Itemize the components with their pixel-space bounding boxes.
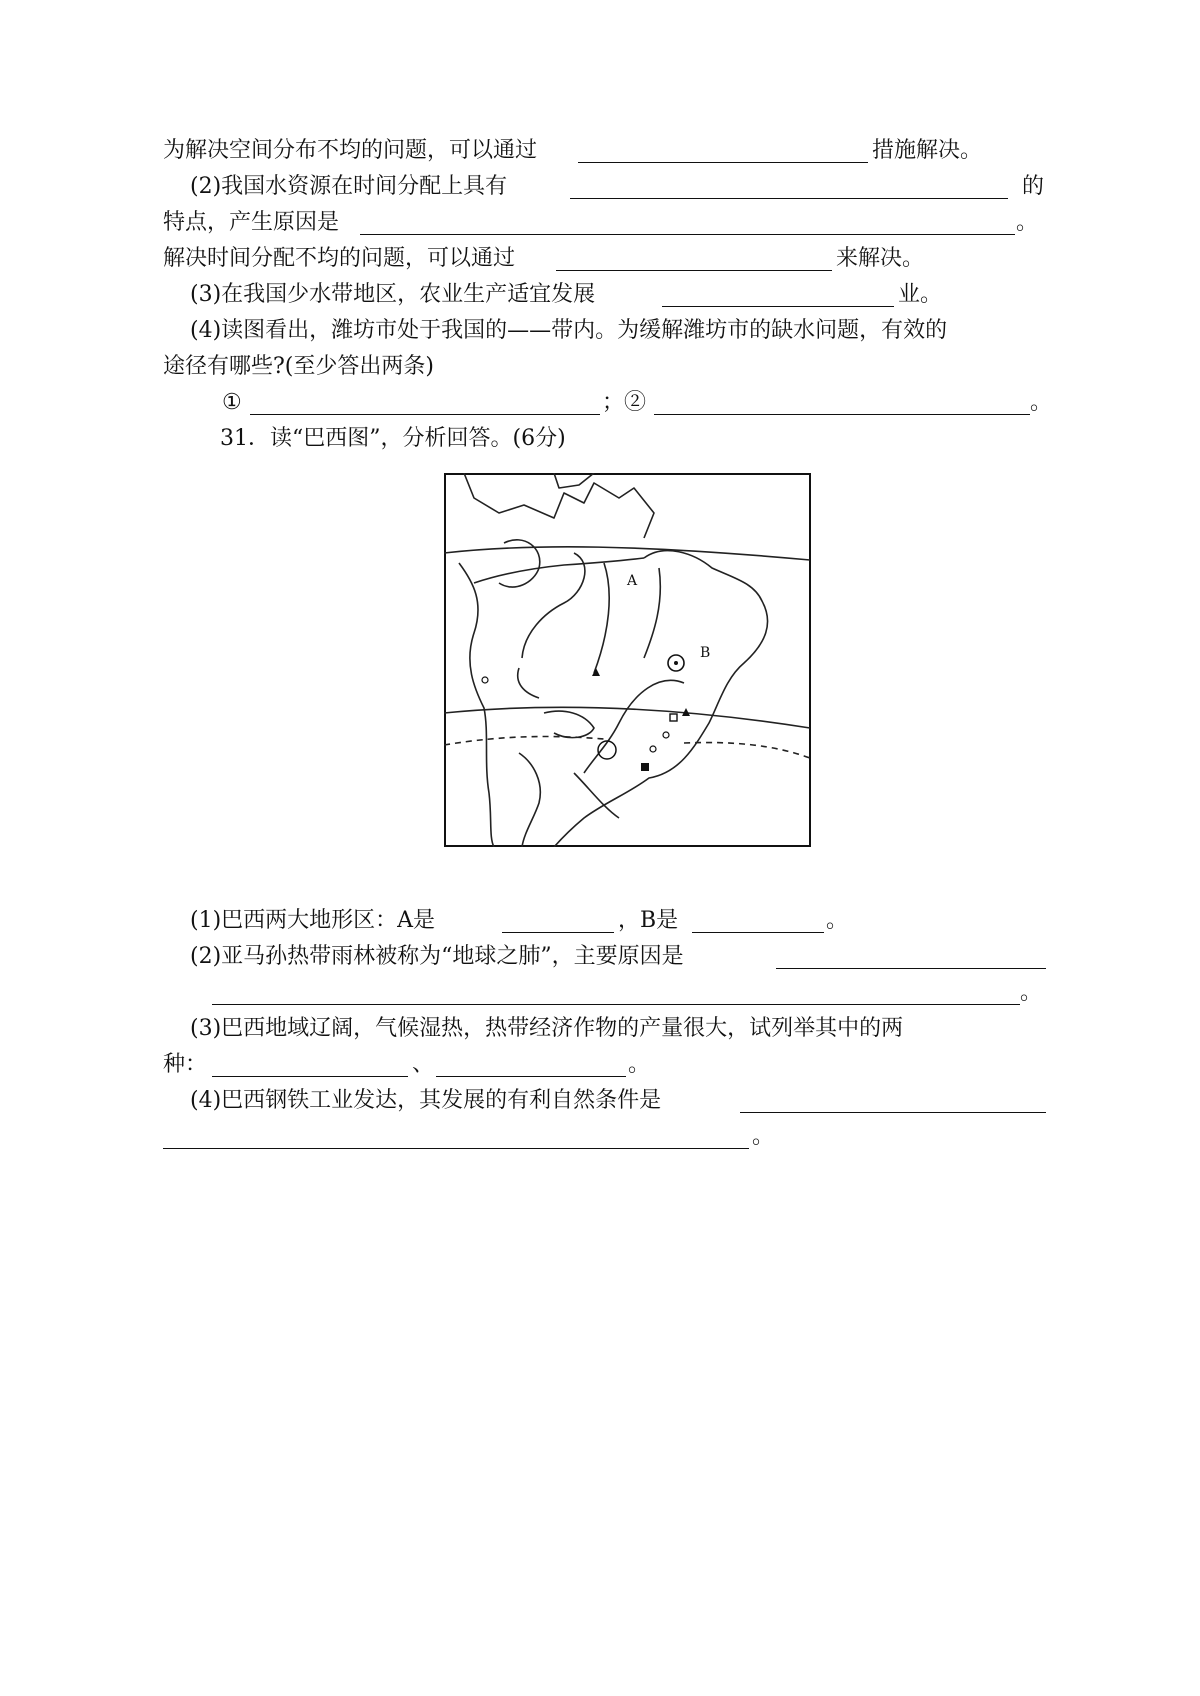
text-line-4b: 来解决。 (836, 246, 925, 271)
sub-q1-text-a: (1)巴西两大地形区：A是 (190, 908, 436, 933)
map-frame (445, 474, 810, 846)
answer-blank-13[interactable] (163, 1126, 749, 1149)
answer-blank-6[interactable] (250, 392, 600, 415)
answer-blank-12[interactable] (740, 1090, 1046, 1113)
answer-blank-b[interactable] (692, 910, 824, 933)
answer-blank-a[interactable] (502, 910, 614, 933)
sub-q2-text-a: (2)亚马孙热带雨林被称为“地球之肺”，主要原因是 (190, 944, 684, 969)
sub-q1-text-c: 。 (826, 908, 849, 933)
sub-q3-text-a: (3)巴西地域辽阔，气候湿热，热带经济作物的产量很大，试列举其中的两 (190, 1016, 904, 1041)
question-31-title: 31．读“巴西图”，分析回答。(6分) (220, 426, 566, 451)
text-line-4a: 解决时间分配不均的问题，可以通过 (163, 246, 516, 271)
sub-q3-text-c: 、 (412, 1052, 435, 1077)
text-line-3a: 特点，产生原因是 (163, 210, 340, 235)
brazil-map (444, 473, 811, 847)
text-line-8b: ；② (602, 390, 647, 415)
answer-blank-5[interactable] (662, 284, 894, 307)
answer-blank-3[interactable] (360, 212, 1015, 235)
text-line-8c: 。 (1030, 390, 1053, 415)
answer-blank-8[interactable] (776, 946, 1046, 969)
answer-blank-2[interactable] (570, 176, 1008, 199)
text-line-3b: 。 (1016, 210, 1039, 235)
answer-blank-1[interactable] (578, 140, 868, 163)
sub-q3-text-d: 。 (628, 1052, 651, 1077)
answer-blank-10[interactable] (212, 1054, 408, 1077)
map-label-a: A (627, 573, 638, 589)
sub-q4-text-b: 。 (752, 1124, 775, 1149)
answer-blank-7[interactable] (654, 392, 1030, 415)
answer-blank-9[interactable] (212, 982, 1020, 1005)
sub-q3-text-b: 种： (163, 1052, 208, 1077)
text-line-6: (4)读图看出，潍坊市处于我国的——带内。为缓解潍坊市的缺水问题，有效的 (190, 318, 948, 343)
map-label-b: B (700, 645, 711, 661)
sub-q2-text-b: 。 (1020, 980, 1043, 1005)
text-line-5b: 业。 (898, 282, 943, 307)
city-circle-dot (674, 661, 678, 665)
text-line-7: 途径有哪些?(至少答出两条) (163, 354, 434, 379)
sub-q4-text-a: (4)巴西钢铁工业发达，其发展的有利自然条件是 (190, 1088, 662, 1113)
text-line-2b: 的 (1022, 174, 1045, 199)
text-line-1b: 措施解决。 (872, 138, 983, 163)
filled-square-symbol (641, 763, 649, 771)
answer-blank-4[interactable] (556, 248, 832, 271)
text-line-8a: ① (222, 390, 242, 415)
text-line-2a: (2)我国水资源在时间分配上具有 (190, 174, 508, 199)
sub-q1-text-b: ，B是 (618, 908, 679, 933)
text-line-5a: (3)在我国少水带地区，农业生产适宜发展 (190, 282, 596, 307)
text-line-1a: 为解决空间分布不均的问题，可以通过 (163, 138, 538, 163)
answer-blank-11[interactable] (436, 1054, 626, 1077)
